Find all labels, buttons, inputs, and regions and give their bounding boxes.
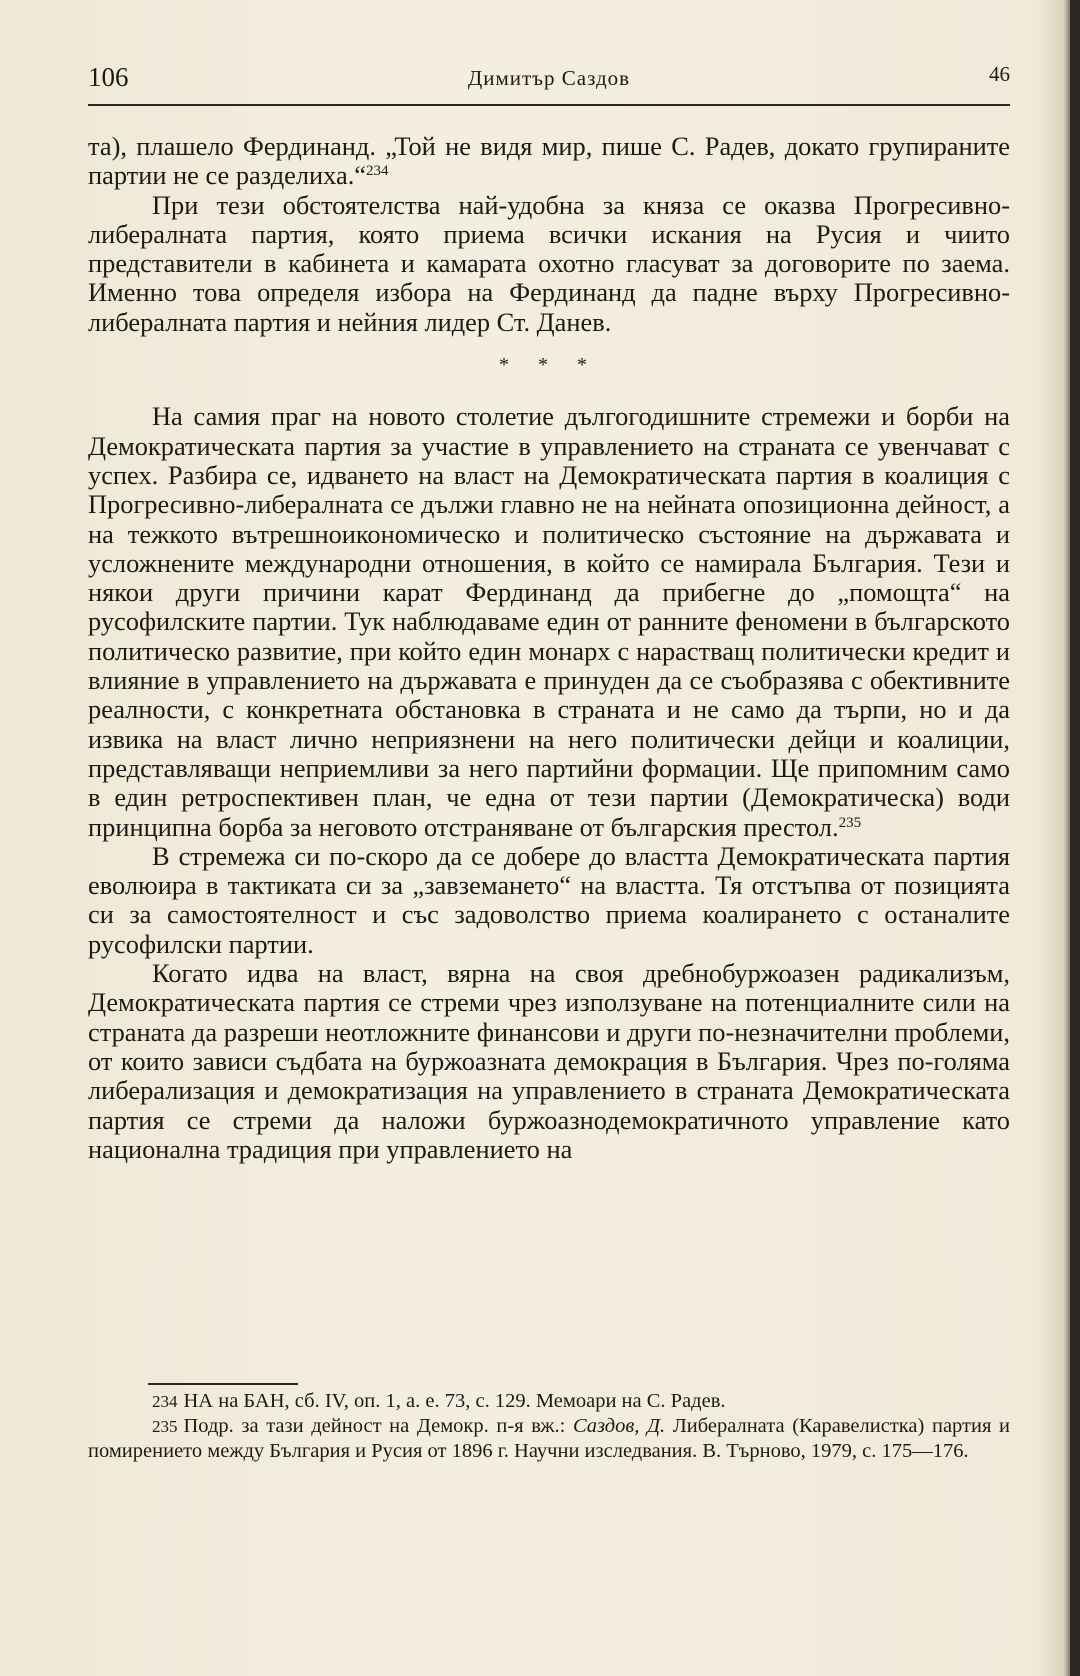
header-rule xyxy=(88,104,1010,106)
footnote-number: 234 xyxy=(152,1392,178,1411)
footnote-ref: 235 xyxy=(838,814,862,831)
footnote xyxy=(88,1389,1010,1414)
paragraph xyxy=(88,402,1010,841)
main-text xyxy=(88,132,1010,1164)
paragraph: При тези обстоятелства най-удобна за княза се оказва Прогресивно-либералната партия, която приема всички искания на Русия и чиито представители в кабинета и камарата охотно гласуват за договорите по заема. Именно това определя избора на Фердинанд да падне върху Прогресивно-либералната партия и нейния лидер Ст. Данев. xyxy=(88,189,1010,337)
footnote-number: 235 xyxy=(152,1417,178,1436)
footnote-text: Либералната (Каравелистка) партия и помирението между България и Русия от 1896 г. Научни изследвания. В. Търново, 1979, с. 175—176. xyxy=(88,1415,1010,1462)
paragraph-text: На самия праг на новото столетие дългогодишните стремежи и борби на Демократическата партия за участие в управлението на страната се увенчават с успех. Разбира се, идването на власт на Демократическата партия в коалиция с Прогресивно-либералната се дължи главно не на нейната опозиционна дейност, а на тежкото вътрешноикономическо и политическо състояние на държавата и усложнените международни отношения, в който се намирала България. Тези и някои други причини карат Фердинанд да прибегне до „помощта“ на русофилските партии. Тук наблюдаваме един от ранните феномени в българското политическо развитие, при който един монарх с нарастващ политически кредит и влияние в управлението на държавата е принуден да се съобразява с обективните реалности, с конкретната обстановка в страната и не само да търпи, но и да извика на власт лично неприязнени на него политически дейци и коалиции, представляващи неприемливи за него партийни формации. Ще припомним само в един ретроспективен план, че една от тези партии (Демократическа) води принципна борба за неговото отстраняване от българския престол. xyxy=(88,401,1010,842)
footnotes xyxy=(88,1389,1010,1463)
section-separator: * * * xyxy=(499,354,599,377)
page-header xyxy=(88,62,1010,102)
footnote-text: Подр. за тази дейност на Демокр. п-я вж.: xyxy=(183,1415,573,1437)
book-spine-shadow xyxy=(1070,0,1080,1676)
paragraph: В стремежа си по-скоро да се добере до властта Демократическата партия еволюира в тактиката си за „завземането“ на властта. Тя отстъпва от позицията си за самостоятелност и със задоволство приема коалирането с останалите русофилски партии. xyxy=(88,840,1010,959)
footnote-author: Саздов, Д. xyxy=(572,1415,666,1437)
paragraph xyxy=(88,132,1010,191)
footnote-text: НА на БАН, сб. IV, оп. 1, а. е. 73, с. 129. Мемоари на С. Радев. xyxy=(183,1390,726,1412)
footnote-rule xyxy=(148,1383,298,1385)
paragraph-text: та), плашело Фердинанд. „Той не видя мир, пише С. Радев, докато групираните партии не се разделиха.“ xyxy=(88,131,1010,191)
footnote xyxy=(88,1414,1010,1463)
running-title: Димитър Саздов xyxy=(467,66,631,90)
page-number: 106 xyxy=(88,62,129,92)
footnote-ref: 234 xyxy=(366,163,389,180)
paragraph: Когато идва на власт, вярна на своя дребнобуржоазен радикализъм, Демократическата партия се стреми чрез използуване на потенциалните сили на страната да разреши неотложните финансови и други по-незначителни проблеми, от които зависи съдбата на буржоазната демокрация в България. Чрез по-голяма либерализация и демократизация на управлението в страната Демократическата партия се стреми да наложи буржоазнодемократичното управление като национална традиция при управлението на xyxy=(88,958,1010,1164)
folio-number: 46 xyxy=(989,62,1010,86)
